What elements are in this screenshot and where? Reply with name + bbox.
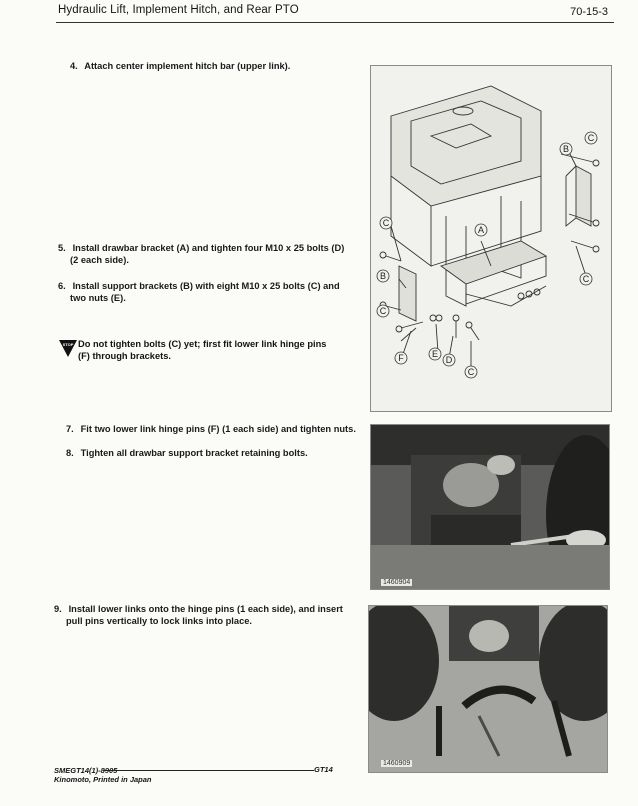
callout-c: C (582, 274, 590, 284)
note-text-cont: (F) through brackets. (78, 351, 171, 361)
callout-c: C (467, 367, 475, 377)
callout-b: B (379, 271, 387, 281)
step-text-cont: two nuts (E). (70, 293, 126, 303)
callout-d: D (445, 355, 453, 365)
step-number: 9. (54, 604, 62, 614)
callout-a: A (477, 225, 485, 235)
callout-c: C (587, 133, 595, 143)
step-5 (58, 242, 358, 266)
diagram-drawing (371, 66, 611, 411)
step-9 (54, 603, 364, 627)
step-number: 5. (58, 243, 66, 253)
footer-printed: Kinomoto, Printed in Japan (54, 775, 152, 784)
step-text: Install lower links onto the hinge pins (1 each side), and insert (68, 604, 343, 614)
photo-image (371, 425, 609, 589)
callout-c: C (382, 218, 390, 228)
photo-id: 1460904 (383, 579, 411, 586)
step-text: Install drawbar bracket (A) and tighten four M10 x 25 bolts (D) (72, 243, 345, 253)
footer-model: GT14 (314, 765, 333, 774)
step-text: Install support brackets (B) with eight M10 x 25 bolts (C) and (72, 281, 340, 291)
photo-image (369, 606, 607, 772)
step-number: 8. (66, 448, 74, 458)
step-7 (66, 423, 366, 435)
lower-links-photo (368, 605, 608, 773)
drawbar-assembly-diagram (370, 65, 612, 412)
step-text: Fit two lower link hinge pins (F) (1 each side) and tighten nuts. (80, 424, 356, 434)
footer-doc-code: SMEGT14(1)-8905 (54, 766, 118, 775)
header-rule (56, 22, 614, 23)
callout-f: F (398, 353, 404, 363)
callout-e: E (431, 349, 439, 359)
step-number: 7. (66, 424, 74, 434)
step-text: Attach center implement hitch bar (upper link). (84, 61, 291, 71)
step-number: 4. (70, 61, 78, 71)
step-text-cont: pull pins vertically to lock links into place. (66, 616, 252, 626)
step-number: 6. (58, 281, 66, 291)
drawbar-bolt-tightening-photo (370, 424, 610, 590)
step-text-cont: (2 each side). (70, 255, 129, 265)
note-text: Do not tighten bolts (C) yet; first fit lower link hinge pins (78, 339, 327, 349)
callout-b: B (562, 144, 570, 154)
step-8 (66, 447, 366, 459)
footer-rule (104, 770, 314, 771)
step-6 (58, 280, 358, 304)
callout-c: C (379, 306, 387, 316)
photo-id: 1460909 (383, 760, 411, 767)
header-title: Hydraulic Lift, Implement Hitch, and Rear PTO (58, 4, 299, 16)
step-4 (70, 60, 360, 72)
stop-warning-icon (58, 338, 78, 358)
stop-icon-label: STOP (62, 342, 74, 347)
step-text: Tighten all drawbar support bracket retaining bolts. (80, 448, 308, 458)
page-number: 70-15-3 (570, 6, 608, 18)
